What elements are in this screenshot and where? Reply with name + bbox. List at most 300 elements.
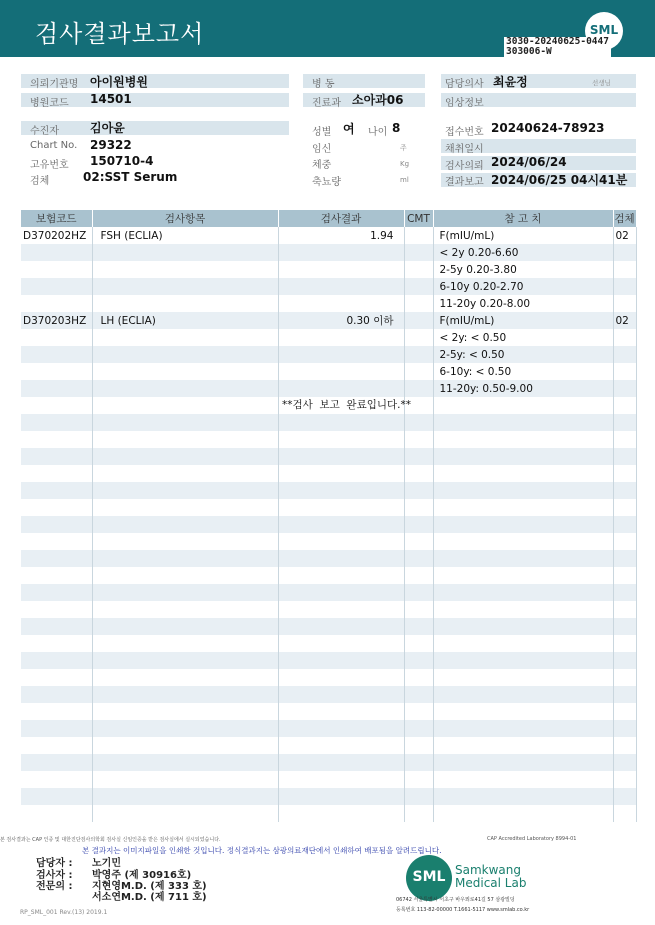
table-cell xyxy=(92,414,278,431)
table-cell xyxy=(278,380,404,397)
table-cell xyxy=(92,754,278,771)
table-cell xyxy=(21,737,92,754)
table-cell xyxy=(21,533,92,550)
table-cell: 2-5y 0.20-3.80 xyxy=(433,261,613,278)
table-row xyxy=(21,686,636,703)
unique-no-value: 150710-4 xyxy=(90,154,154,168)
table-cell xyxy=(613,550,636,567)
department-label: 진료과 xyxy=(312,98,341,109)
table-cell xyxy=(404,652,433,669)
table-cell xyxy=(92,533,278,550)
sex-label: 성별 xyxy=(312,127,332,138)
unique-no-label: 고유번호 xyxy=(30,160,69,171)
table-cell xyxy=(278,805,404,822)
table-cell xyxy=(404,601,433,618)
table-cell xyxy=(404,431,433,448)
table-cell xyxy=(278,465,404,482)
table-row xyxy=(21,805,636,822)
table-cell xyxy=(613,244,636,261)
specimen-label: 검체 xyxy=(30,176,50,187)
table-cell xyxy=(404,465,433,482)
sex-value: 여 xyxy=(343,122,355,136)
table-cell xyxy=(278,363,404,380)
table-cell xyxy=(404,584,433,601)
table-cell xyxy=(21,278,92,295)
table-row xyxy=(21,431,636,448)
table-cell xyxy=(278,703,404,720)
table-cell xyxy=(433,414,613,431)
clinical-label: 임상정보 xyxy=(445,98,484,109)
table-cell xyxy=(21,686,92,703)
hospital-label: 의뢰기관명 xyxy=(30,79,79,90)
table-cell xyxy=(404,380,433,397)
table-cell xyxy=(92,448,278,465)
table-cell xyxy=(278,499,404,516)
table-cell xyxy=(404,363,433,380)
table-cell xyxy=(433,584,613,601)
table-cell: < 2y 0.20-6.60 xyxy=(433,244,613,261)
table-row xyxy=(21,516,636,533)
table-cell xyxy=(404,686,433,703)
table-cell: 6-10y 0.20-2.70 xyxy=(433,278,613,295)
table-cell xyxy=(433,618,613,635)
table-cell xyxy=(92,771,278,788)
table-cell xyxy=(278,516,404,533)
table-cell xyxy=(21,754,92,771)
table-row xyxy=(21,601,636,618)
table-cell xyxy=(21,244,92,261)
table-cell xyxy=(21,669,92,686)
column-header: 보험코드 xyxy=(21,210,92,227)
table-cell xyxy=(21,703,92,720)
table-cell xyxy=(92,397,278,414)
table-cell xyxy=(21,720,92,737)
table-cell: 02 xyxy=(613,312,636,329)
receipt-value: 20240624-78923 xyxy=(491,121,605,135)
table-cell xyxy=(613,397,636,414)
table-cell xyxy=(404,346,433,363)
table-row xyxy=(21,448,636,465)
table-cell xyxy=(92,482,278,499)
table-cell xyxy=(613,363,636,380)
table-cell xyxy=(613,788,636,805)
request-label: 검사의뢰 xyxy=(445,161,484,172)
table-cell xyxy=(278,482,404,499)
table-cell xyxy=(92,380,278,397)
table-cell: F(mIU/mL) xyxy=(433,227,613,244)
table-cell: D370202HZ xyxy=(21,227,92,244)
table-cell xyxy=(404,618,433,635)
table-cell xyxy=(21,448,92,465)
table-row xyxy=(21,754,636,771)
table-cell xyxy=(613,346,636,363)
table-cell xyxy=(404,788,433,805)
table-row xyxy=(21,278,636,295)
table-cell xyxy=(404,516,433,533)
table-cell xyxy=(613,635,636,652)
table-cell xyxy=(21,567,92,584)
table-row xyxy=(21,584,636,601)
hospital-code-value: 14501 xyxy=(90,92,132,106)
table-cell xyxy=(433,686,613,703)
table-row xyxy=(21,244,636,261)
table-row xyxy=(21,567,636,584)
table-cell: 6-10y: < 0.50 xyxy=(433,363,613,380)
logo-text: SML xyxy=(412,869,446,885)
table-row xyxy=(21,261,636,278)
table-cell: FSH (ECLIA) xyxy=(92,227,278,244)
table-cell xyxy=(613,533,636,550)
table-cell xyxy=(404,754,433,771)
table-cell xyxy=(92,363,278,380)
report-date-label: 결과보고 xyxy=(445,177,484,188)
table-cell xyxy=(21,414,92,431)
table-row xyxy=(21,227,636,244)
contact-text: 등록번호 113-82-00000 T.1661-5117 www.smlab.co.kr xyxy=(396,907,530,913)
table-cell xyxy=(21,584,92,601)
table-cell: 11-20y: 0.50-9.00 xyxy=(433,380,613,397)
table-cell xyxy=(21,465,92,482)
table-cell xyxy=(21,380,92,397)
staff-label: 검사자 : xyxy=(36,870,73,881)
table-cell xyxy=(21,805,92,822)
table-cell xyxy=(92,465,278,482)
table-cell xyxy=(613,584,636,601)
table-cell xyxy=(404,567,433,584)
table-row xyxy=(21,380,636,397)
table-cell xyxy=(404,227,433,244)
table-cell xyxy=(613,737,636,754)
table-cell xyxy=(21,618,92,635)
table-row xyxy=(21,635,636,652)
table-row xyxy=(21,703,636,720)
table-cell xyxy=(613,414,636,431)
table-cell xyxy=(21,499,92,516)
table-row xyxy=(21,737,636,754)
doctor-suffix: 선생님 xyxy=(592,79,611,87)
table-cell xyxy=(21,363,92,380)
table-cell xyxy=(278,431,404,448)
results-table xyxy=(21,210,637,822)
table-cell xyxy=(404,635,433,652)
table-cell xyxy=(21,482,92,499)
table-cell xyxy=(92,618,278,635)
table-cell xyxy=(613,754,636,771)
table-cell xyxy=(278,567,404,584)
table-cell: < 2y: < 0.50 xyxy=(433,329,613,346)
address-text: 06742 서울특별시 서초구 바우뫼로41길 57 삼광빌딩 xyxy=(396,897,515,903)
table-cell xyxy=(613,703,636,720)
page-title: 검사결과보고서 xyxy=(35,20,205,48)
table-cell xyxy=(278,533,404,550)
table-cell xyxy=(278,329,404,346)
doctor-label: 담당의사 xyxy=(445,79,484,90)
table-cell xyxy=(278,754,404,771)
table-cell xyxy=(613,295,636,312)
table-cell xyxy=(278,618,404,635)
patient-label: 수진자 xyxy=(30,126,59,137)
table-row xyxy=(21,363,636,380)
receipt-label: 접수번호 xyxy=(445,127,484,138)
table-header-row xyxy=(21,210,636,227)
table-cell xyxy=(433,448,613,465)
table-row xyxy=(21,482,636,499)
age-value: 8 xyxy=(392,121,401,135)
table-cell xyxy=(278,295,404,312)
table-cell xyxy=(21,601,92,618)
table-cell xyxy=(278,601,404,618)
table-cell xyxy=(433,720,613,737)
table-cell xyxy=(92,584,278,601)
table-cell xyxy=(92,567,278,584)
table-cell xyxy=(278,652,404,669)
table-cell xyxy=(613,329,636,346)
pregnancy-unit: 주 xyxy=(400,144,407,152)
notice-text: 본 결과지는 이미지파일을 인쇄한 것입니다. 정식결과지는 삼광의료재단에서 인쇄하여 배포됨을 알려드립니다. xyxy=(82,846,442,855)
table-cell xyxy=(433,635,613,652)
results-body xyxy=(21,227,636,822)
footnote-right: CAP Accredited Laboratory 8994-01 xyxy=(487,836,577,842)
table-cell xyxy=(278,261,404,278)
staff-name: 박영주 (제 30916호) xyxy=(92,870,192,881)
table-cell xyxy=(92,295,278,312)
table-cell xyxy=(404,499,433,516)
urine-label: 축뇨량 xyxy=(312,177,341,188)
sml-footer-logo xyxy=(406,855,452,901)
table-row xyxy=(21,414,636,431)
table-cell xyxy=(21,771,92,788)
table-cell xyxy=(613,686,636,703)
table-row xyxy=(21,652,636,669)
table-row xyxy=(21,669,636,686)
brand-name: Samkwang Medical Lab xyxy=(455,863,527,890)
staff-name: 서소연M.D. (제 711 호) xyxy=(92,892,207,903)
table-cell xyxy=(613,516,636,533)
table-row xyxy=(21,720,636,737)
table-cell: D370203HZ xyxy=(21,312,92,329)
table-cell xyxy=(404,720,433,737)
department-value: 소아과06 xyxy=(352,93,404,107)
table-cell xyxy=(433,652,613,669)
table-cell xyxy=(433,754,613,771)
table-cell xyxy=(613,652,636,669)
hospital-value: 아이원병원 xyxy=(90,75,148,89)
table-cell xyxy=(404,329,433,346)
report-date-value: 2024/06/25 04시41분 xyxy=(491,173,628,187)
table-cell xyxy=(92,737,278,754)
table-cell xyxy=(433,550,613,567)
table-cell xyxy=(433,737,613,754)
table-cell xyxy=(613,448,636,465)
table-cell xyxy=(92,346,278,363)
table-cell xyxy=(433,431,613,448)
table-cell: 11-20y 0.20-8.00 xyxy=(433,295,613,312)
chart-no-value: 29322 xyxy=(90,138,132,152)
table-cell xyxy=(433,533,613,550)
table-cell xyxy=(278,584,404,601)
table-cell xyxy=(92,329,278,346)
table-row xyxy=(21,618,636,635)
urine-unit: ml xyxy=(400,176,409,184)
table-row xyxy=(21,771,636,788)
report-number: 3030-20240625-0447 303006-W xyxy=(506,36,609,57)
table-cell xyxy=(613,465,636,482)
doctor-value: 최윤정 xyxy=(493,75,528,89)
table-cell xyxy=(21,346,92,363)
table-cell xyxy=(404,244,433,261)
table-cell xyxy=(433,805,613,822)
collect-label: 채취일시 xyxy=(445,144,484,155)
table-cell xyxy=(278,720,404,737)
table-row xyxy=(21,295,636,312)
weight-label: 체중 xyxy=(312,160,332,171)
table-cell xyxy=(433,482,613,499)
table-cell xyxy=(404,295,433,312)
staff-name: 지현영M.D. (제 333 호) xyxy=(92,881,207,892)
table-cell xyxy=(278,635,404,652)
table-cell xyxy=(278,771,404,788)
table-cell xyxy=(433,499,613,516)
table-cell xyxy=(404,261,433,278)
table-cell xyxy=(21,652,92,669)
table-cell xyxy=(21,329,92,346)
table-cell xyxy=(613,805,636,822)
table-cell xyxy=(613,669,636,686)
table-cell xyxy=(404,669,433,686)
table-cell xyxy=(278,278,404,295)
table-cell xyxy=(92,686,278,703)
table-cell xyxy=(92,601,278,618)
table-cell xyxy=(278,414,404,431)
completion-message: **검사 보고 완료입니다.** xyxy=(282,399,411,411)
info-bar xyxy=(21,121,289,135)
table-cell xyxy=(404,805,433,822)
column-header: 검사항목 xyxy=(92,210,278,227)
table-cell xyxy=(278,244,404,261)
table-cell xyxy=(92,550,278,567)
table-cell: F(mIU/mL) xyxy=(433,312,613,329)
column-header: CMT xyxy=(404,210,433,227)
table-cell xyxy=(613,261,636,278)
table-row xyxy=(21,465,636,482)
table-row xyxy=(21,346,636,363)
ward-label: 병 동 xyxy=(312,79,335,90)
table-cell xyxy=(613,618,636,635)
footnote-left: 본 검사결과는 CAP 인증 및 대한진단검사의학회 검사실 신임인증을 받은 검사실에서 실시되었습니다. xyxy=(0,837,221,843)
table-cell xyxy=(404,533,433,550)
table-row xyxy=(21,533,636,550)
table-cell xyxy=(433,669,613,686)
table-cell xyxy=(404,448,433,465)
column-header: 참 고 치 xyxy=(433,210,613,227)
table-cell: 02 xyxy=(613,227,636,244)
table-cell xyxy=(21,261,92,278)
table-cell xyxy=(21,516,92,533)
table-cell xyxy=(278,669,404,686)
table-row xyxy=(21,499,636,516)
specimen-value: 02:SST Serum xyxy=(83,170,178,184)
table-row xyxy=(21,329,636,346)
table-cell xyxy=(92,720,278,737)
table-row xyxy=(21,550,636,567)
table-cell xyxy=(278,550,404,567)
table-cell xyxy=(433,771,613,788)
table-cell xyxy=(433,516,613,533)
table-cell xyxy=(21,431,92,448)
hospital-code-label: 병원코드 xyxy=(30,98,69,109)
staff-label: 담당자 : xyxy=(36,858,73,869)
table-row xyxy=(21,312,636,329)
table-cell xyxy=(92,703,278,720)
table-cell xyxy=(613,482,636,499)
table-cell xyxy=(404,737,433,754)
pregnancy-label: 임신 xyxy=(312,144,332,155)
table-cell xyxy=(278,737,404,754)
table-cell xyxy=(404,550,433,567)
table-cell xyxy=(92,499,278,516)
table-cell xyxy=(433,788,613,805)
table-cell xyxy=(92,669,278,686)
table-cell xyxy=(92,244,278,261)
table-cell xyxy=(92,805,278,822)
table-cell xyxy=(21,788,92,805)
table-cell xyxy=(433,703,613,720)
table-cell xyxy=(613,567,636,584)
table-cell xyxy=(613,720,636,737)
table-cell xyxy=(613,380,636,397)
staff-label: 전문의 : xyxy=(36,881,73,892)
table-cell xyxy=(613,431,636,448)
table-cell xyxy=(92,516,278,533)
table-cell xyxy=(404,414,433,431)
patient-value: 김아윤 xyxy=(90,121,125,135)
table-cell xyxy=(613,601,636,618)
table-cell xyxy=(433,465,613,482)
table-cell xyxy=(92,431,278,448)
table-cell xyxy=(404,278,433,295)
age-label: 나이 xyxy=(368,127,388,138)
table-cell xyxy=(433,397,613,414)
table-cell xyxy=(21,635,92,652)
table-cell xyxy=(404,771,433,788)
table-cell xyxy=(92,635,278,652)
table-cell xyxy=(21,550,92,567)
table-cell xyxy=(404,482,433,499)
table-cell xyxy=(278,346,404,363)
table-cell xyxy=(278,448,404,465)
table-cell xyxy=(92,652,278,669)
chart-no-label: Chart No. xyxy=(30,140,78,151)
table-cell xyxy=(613,771,636,788)
table-row xyxy=(21,788,636,805)
logo-text: SML xyxy=(589,23,619,37)
table-cell xyxy=(278,788,404,805)
table-cell xyxy=(21,397,92,414)
column-header: 검체 xyxy=(613,210,636,227)
table-cell xyxy=(21,295,92,312)
table-cell xyxy=(92,278,278,295)
table-cell: LH (ECLIA) xyxy=(92,312,278,329)
table-cell xyxy=(92,261,278,278)
request-value: 2024/06/24 xyxy=(491,155,567,169)
table-cell xyxy=(613,278,636,295)
table-cell xyxy=(404,312,433,329)
table-cell xyxy=(278,686,404,703)
table-cell xyxy=(433,601,613,618)
weight-unit: Kg xyxy=(400,160,410,168)
table-cell xyxy=(404,703,433,720)
table-cell: 2-5y: < 0.50 xyxy=(433,346,613,363)
